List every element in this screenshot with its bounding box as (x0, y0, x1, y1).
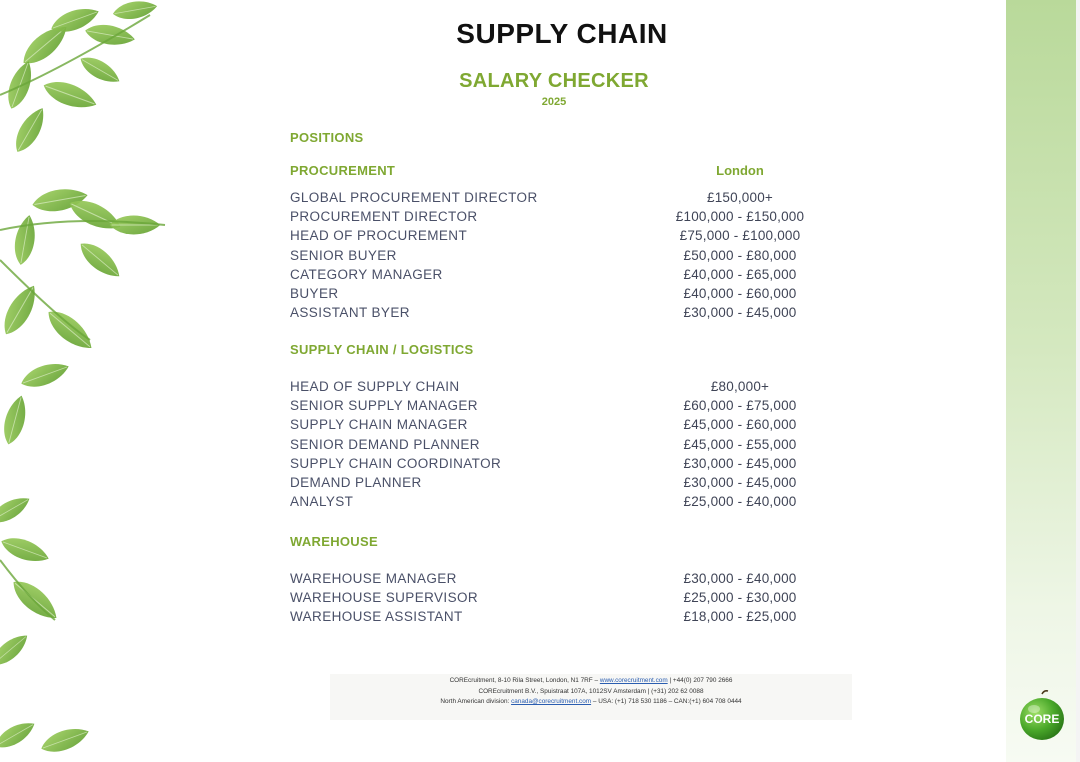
role-name: CATEGORY MANAGER (290, 266, 443, 282)
role-name: HEAD OF PROCUREMENT (290, 228, 468, 244)
footer-line-london: COREcruitment, 8-10 Rila Street, London, N1 7RF – www.corecruitment.com | +44(0) 207 790 2666 (449, 677, 733, 684)
footer-line-amsterdam: COREcruitment B.V., Spuistraat 107A, 1012SV Amsterdam | (+31) 202 62 0088 (478, 687, 704, 695)
side-gradient-band (1006, 0, 1076, 762)
salary-range: £50,000 - £80,000 (683, 247, 797, 263)
leaf-decoration (0, 0, 200, 762)
role-name: PROCUREMENT DIRECTOR (290, 209, 478, 225)
table-row (290, 265, 820, 284)
table-row (290, 188, 820, 207)
section-supply-chain-logistics (290, 339, 820, 511)
section-title: WAREHOUSE (290, 533, 378, 549)
role-name: SENIOR SUPPLY MANAGER (290, 398, 478, 414)
section-title: SUPPLY CHAIN / LOGISTICS (290, 341, 474, 357)
table-row (290, 303, 820, 322)
table-row (290, 569, 820, 588)
table-row (290, 246, 820, 265)
salary-range: £30,000 - £45,000 (683, 455, 797, 471)
role-name: ANALYST (290, 494, 354, 510)
salary-range: £18,000 - £25,000 (683, 609, 797, 625)
role-name: BUYER (290, 285, 339, 301)
table-row (290, 435, 820, 454)
table-row (290, 207, 820, 226)
column-header-london: London (716, 162, 764, 178)
salary-range: £45,000 - £60,000 (683, 417, 797, 433)
role-name: WAREHOUSE MANAGER (290, 571, 457, 586)
table-row (290, 226, 820, 245)
role-name: GLOBAL PROCUREMENT DIRECTOR (290, 190, 538, 205)
footer-line-north-america: North American division: canada@corecruitment.com – USA: (+1) 718 530 1186 – CAN:(+1) 604 708 0444 (440, 698, 742, 705)
salary-range: £25,000 - £40,000 (683, 494, 797, 510)
website-link[interactable]: www.corecruitment.com (599, 677, 668, 684)
role-name: SUPPLY CHAIN MANAGER (290, 417, 468, 433)
salary-range: £30,000 - £45,000 (683, 305, 797, 321)
footer-contact (330, 674, 852, 720)
salary-range: £100,000 - £150,000 (675, 209, 805, 225)
role-name: SUPPLY CHAIN COORDINATOR (290, 455, 502, 471)
role-name: DEMAND PLANNER (290, 474, 422, 490)
table-row (290, 284, 820, 303)
salary-range: £75,000 - £100,000 (679, 228, 801, 244)
table-row (290, 607, 820, 626)
section-procurement (290, 160, 820, 322)
positions-label: POSITIONS (290, 130, 364, 145)
section-title: PROCUREMENT (290, 162, 396, 178)
role-name: WAREHOUSE SUPERVISOR (290, 590, 479, 606)
salary-range: £25,000 - £30,000 (683, 590, 797, 606)
salary-range: £40,000 - £65,000 (683, 266, 797, 282)
core-apple-logo (1017, 690, 1067, 742)
salary-range: £45,000 - £55,000 (683, 436, 797, 452)
salary-range: £60,000 - £75,000 (683, 398, 797, 414)
salary-range: £80,000+ (710, 379, 770, 394)
role-name: WAREHOUSE ASSISTANT (290, 609, 463, 625)
year-label: 2025 (541, 96, 567, 108)
page-subtitle: SALARY CHECKER (459, 70, 649, 92)
page-title: SUPPLY CHAIN (456, 18, 668, 49)
section-warehouse (290, 531, 820, 627)
logo-text: CORE (1024, 712, 1060, 726)
salary-range: £150,000+ (707, 190, 773, 205)
role-name: SENIOR DEMAND PLANNER (290, 436, 480, 452)
role-name: SENIOR BUYER (290, 247, 397, 263)
role-name: ASSISTANT BYER (290, 305, 410, 321)
email-link[interactable]: canada@corecruitment.com (511, 698, 592, 705)
table-row (290, 473, 820, 492)
table-row (290, 377, 820, 396)
salary-range: £30,000 - £40,000 (683, 571, 797, 586)
table-row (290, 396, 820, 415)
salary-range: £30,000 - £45,000 (683, 474, 797, 490)
table-row (290, 415, 820, 434)
salary-range: £40,000 - £60,000 (683, 285, 797, 301)
role-name: HEAD OF SUPPLY CHAIN (290, 379, 460, 394)
table-row (290, 454, 820, 473)
table-row (290, 492, 820, 511)
table-row (290, 588, 820, 607)
